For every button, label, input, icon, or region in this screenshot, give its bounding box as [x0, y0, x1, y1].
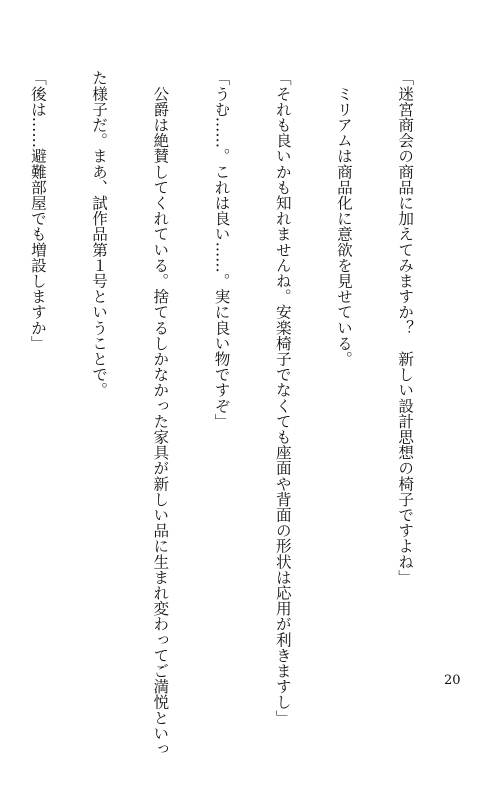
text-line: 「うむ……。これは良い……。実に良い物ですぞ」	[212, 70, 231, 429]
text-line: 公爵は絶賛してくれている。捨てるしかなかった家具が新しい品に生まれ変わってご満悦といっ	[151, 70, 170, 757]
text-line: ミリアムは商品化に意欲を見せている。	[334, 70, 353, 367]
text-line: 「それも良いかも知れませんね。安楽椅子でなくても座面や背面の形状は応用が利きますし」	[273, 70, 292, 726]
text-line: 「迷宮商会の商品に加えてみますか？ 新しい設計思想の椅子ですよね」	[396, 70, 415, 585]
text-line: 「後は……避難部屋でも増設しますか」	[28, 70, 47, 351]
page-number: 20	[444, 673, 461, 688]
text-line: た様子だ。まあ、試作品第１号ということで。	[90, 70, 109, 398]
